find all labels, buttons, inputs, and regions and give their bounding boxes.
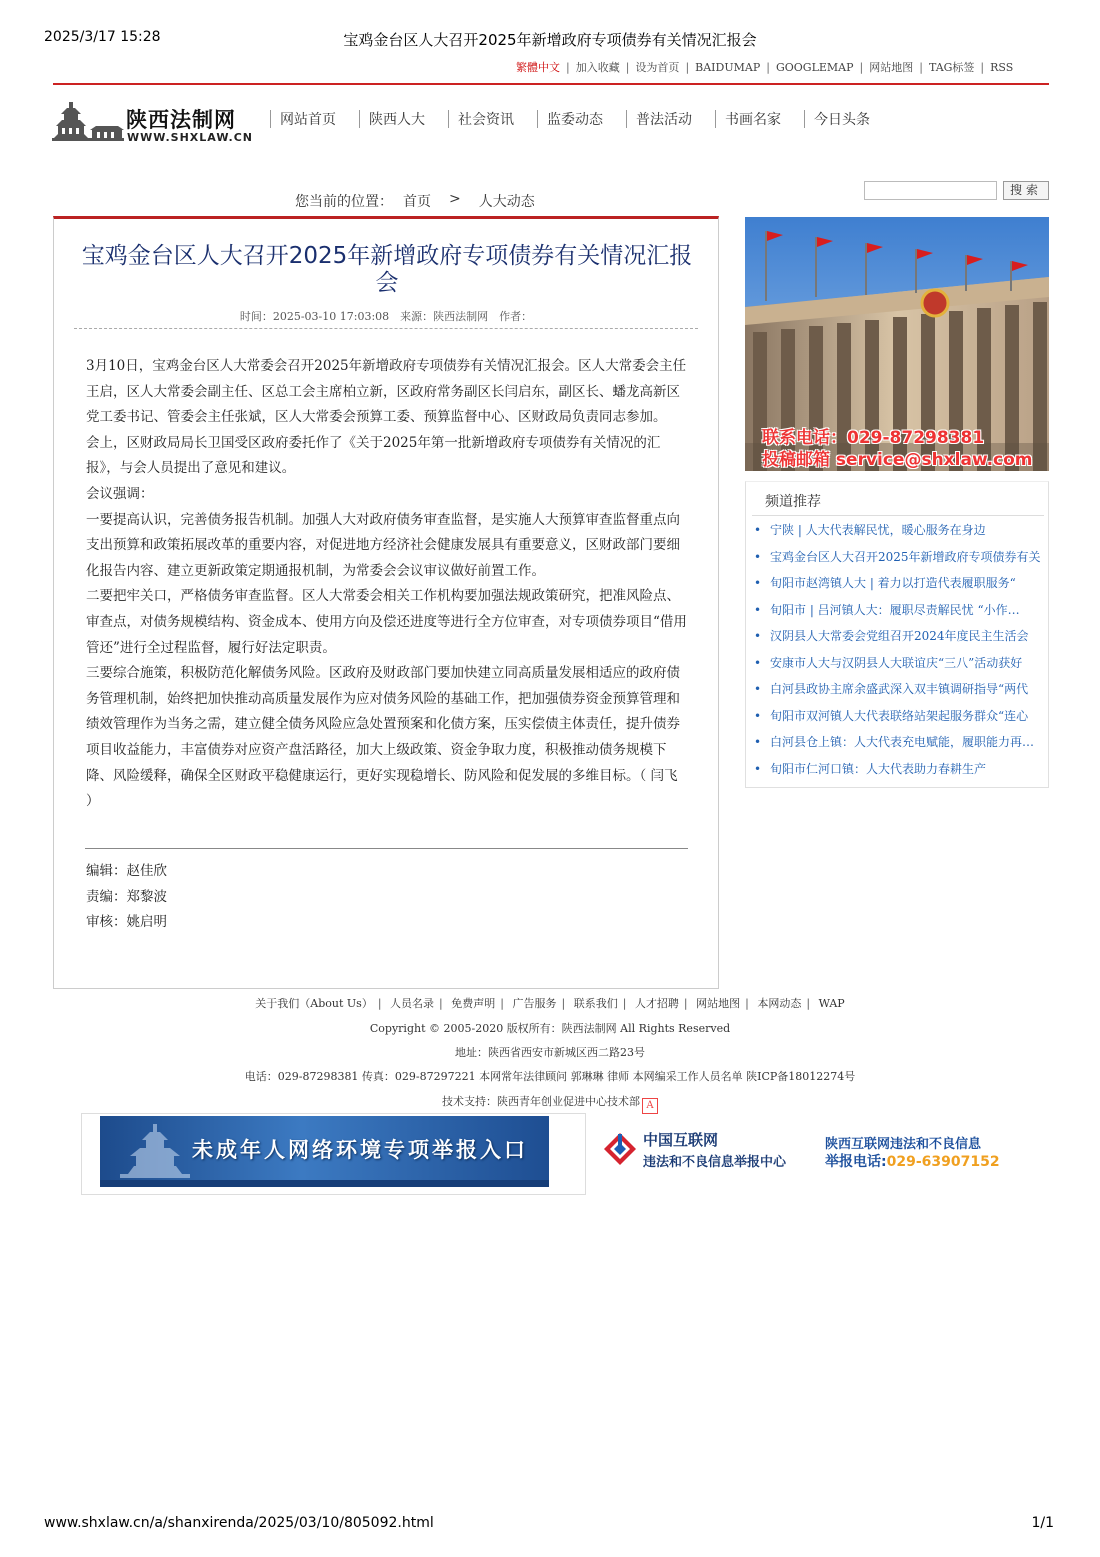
toplink-baidumap[interactable]: BAIDUMAP [695, 60, 761, 74]
article-paragraph: 会上，区财政局局长卫国受区政府委托作了《关于2025年第一批新增政府专项债券有关情况的汇报》，与会人员提出了意见和建议。 [86, 434, 661, 477]
nav-headlines[interactable]: 今日头条 [814, 112, 870, 128]
recommend-title: 频道推荐 [765, 494, 821, 510]
toplink-rss[interactable]: RSS [990, 60, 1014, 74]
recommend-list [754, 521, 1044, 786]
list-item[interactable]: • 汉阴县人大常委会党组召开2024年度民主生活会 [754, 629, 1029, 643]
list-item[interactable]: • 白河县政协主席余盛武深入双丰镇调研指导“两代 [754, 682, 1029, 696]
footer-link-disclaimer[interactable]: 免费声明 [451, 997, 496, 1010]
article-paragraph: 二要把牢关口，严格债务审查监督。区人大常委会相关工作机构要加强法规政策研究，把准风险点、审查点，对债务规模结构、资金成本、使用方向及偿还进度等进行全方位审查，对专项债券项目“借用管还”进行全过程监督，履行好法定职责。 [86, 588, 687, 656]
body-divider [85, 848, 688, 849]
toplink-homepage[interactable]: 设为首页 [635, 61, 680, 74]
footer-link-jobs[interactable]: 人才招聘 [634, 997, 679, 1010]
breadcrumb-home[interactable]: 首页 [403, 194, 431, 210]
toplink-googlemap[interactable]: GOOGLEMAP [775, 60, 854, 74]
breadcrumb-section[interactable]: 人大动态 [478, 194, 535, 210]
print-page-number: 1/1 [1031, 1515, 1054, 1531]
footer-link-wap[interactable]: WAP [818, 997, 845, 1010]
footer-support-text: 技术支持：陕西青年创业促进中心技术部 [442, 1095, 640, 1108]
article-paragraph: 3月10日，宝鸡金台区人大常委会召开2025年新增政府专项债券有关情况汇报会。区人大常委会主任王启，区人大常委会副主任、区总工会主席柏立新，区政府常务副区长闫启东，副区长、蟠龙高新区党工委书记、管委会主任张斌，区人大常委会预算工委、预算监督中心、区财政局负责同志参加。 [86, 358, 687, 426]
nav-law-activities[interactable]: 普法活动 [636, 112, 692, 128]
recommend-divider [752, 515, 1044, 516]
breadcrumb-label: 您当前的位置： [295, 194, 393, 210]
article-paragraph: 一要提高认识，完善债务报告机制。加强人大对政府债务审查监督，是实施人大预算审查监督重点向支出预算和政策拓展改革的重要内容，对促进地方经济社会健康发展具有重要意义，区财政部门要细化报告内容、建立更新政策定期通报机制，为常委会会议审议做好前置工作。 [86, 511, 680, 579]
shaanxi-report-phone-number: 029-63907152 [886, 1154, 1000, 1170]
footer-contact: 电话：029-87298381 传真：029-87297221 本网常年法律顾问 郭琳琳 律师 本网编采工作人员名单 陕ICP备18012274号 [244, 1070, 856, 1083]
footer-link-sitemap[interactable]: 网站地图 [696, 997, 741, 1010]
report-center-name[interactable]: 中国互联网 [643, 1131, 719, 1149]
search-input[interactable] [864, 181, 997, 200]
site-logo-url: WWW.SHXLAW.CN [127, 131, 254, 144]
search-button[interactable]: 搜索 [1003, 181, 1049, 200]
print-date: 2025/3/17 15:28 [44, 29, 161, 45]
site-logo-name[interactable]: 陕西法制网 [126, 108, 236, 132]
banner-text: 未成年人网络环境专项举报入口 [192, 1137, 528, 1162]
nav-painters[interactable]: 书画名家 [725, 112, 781, 128]
list-item[interactable]: • 旬阳市 | 吕河镇人大：履职尽责解民忧 “小作… [754, 602, 1020, 617]
photo-contact-phone: 联系电话：029-87298381 [762, 428, 985, 448]
list-item[interactable]: • 宁陕 | 人大代表解民忧，暖心服务在身边 [754, 523, 986, 537]
footer-copyright: Copyright © 2005-2020 版权所有：陕西法制网 All Rights Reserved [369, 1022, 731, 1035]
chevron-right-icon: > [449, 191, 461, 207]
nav-shaanxi-npc[interactable]: 陕西人大 [369, 112, 425, 128]
credit-editor: 编辑：赵佳欣 [86, 863, 167, 879]
list-item[interactable]: • 旬阳市仁河口镇：人大代表助力春耕生产 [754, 761, 987, 776]
report-center-subtitle: 违法和不良信息举报中心 [643, 1155, 787, 1170]
footer-link-about[interactable]: 关于我们（About Us） [255, 997, 373, 1010]
list-item[interactable]: • 旬阳市赵湾镇人大 | 着力以打造代表履职服务“ [754, 576, 1016, 590]
print-url: www.shxlaw.cn/a/shanxirenda/2025/03/10/805092.html [44, 1515, 434, 1531]
footer-link-ads[interactable]: 广告服务 [512, 997, 557, 1010]
list-item[interactable]: • 白河县仓上镇：人大代表充电赋能，履职能力再… [754, 735, 1035, 749]
footer-link-contact[interactable]: 联系我们 [573, 997, 618, 1010]
footer-link-news[interactable]: 本网动态 [757, 997, 802, 1010]
article-paragraph: 会议强调： [86, 485, 154, 502]
nav-supervision[interactable]: 监委动态 [547, 112, 603, 128]
top-links: 繁體中文 | 加入收藏 | 设为首页 | BAIDUMAP | GOOGLEMAP | 网站地图 | TAG标签 | RSS [510, 59, 1019, 75]
footer-support [0, 1093, 1100, 1114]
photo-contact-email: 投稿邮箱 service@shxlaw.com [762, 450, 1033, 470]
article-credits [86, 859, 167, 936]
channel-recommend [745, 481, 1049, 788]
list-item[interactable]: • 宝鸡金台区人大召开2025年新增政府专项债券有关 [754, 549, 1041, 564]
nav-home[interactable]: 网站首页 [280, 112, 336, 128]
article-meta: 时间：2025-03-10 17:03:08 来源：陕西法制网 作者： [239, 310, 533, 323]
article-box [53, 216, 719, 989]
list-item[interactable]: • 安康市人大与汉阴县人大联谊庆“三八”活动获好 [754, 655, 1023, 670]
credit-chief-editor: 责编：郑黎波 [86, 888, 167, 905]
toplink-traditional[interactable]: 繁體中文 [516, 61, 560, 74]
footer-links: 关于我们（About Us） | 人员名录 | 免费声明 | 广告服务 | 联系我们 | 人才招聘 | 网站地图 | 本网动态 | WAP [255, 997, 845, 1010]
breadcrumb [295, 191, 535, 211]
footer-link-staff[interactable]: 人员名录 [390, 997, 435, 1010]
report-center-logo-icon[interactable] [603, 1132, 637, 1166]
minor-report-banner[interactable] [100, 1116, 549, 1187]
tech-support-icon[interactable]: A [642, 1098, 658, 1114]
shaanxi-report-phone [825, 1151, 1000, 1171]
toplink-tags[interactable]: TAG标签 [928, 61, 975, 74]
footer-address: 地址：陕西省西安市新城区西二路23号 [455, 1046, 645, 1059]
list-item[interactable]: • 旬阳市双河镇人大代表联络站架起服务群众“连心 [754, 708, 1029, 723]
article-body [86, 354, 688, 815]
article-paragraph: 三要综合施策，积极防范化解债务风险。区政府及财政部门要加快建立同高质量发展相适应的政府债务管理机制，始终把加快推动高质量发展作为应对债务风险的基础工作，把加强债券资金预算管理和绩效管理作为当务之需，建立健全债务风险应急处置预案和化债方案，压实偿债主体责任，提升债券项目收益能力，丰富债券对应资产盘活路径，加大上级政策、资金争取力度，积极推动债务规模下降、风险缓释，确保全区财政平稳健康运行，更好实现稳增长、防风险和促发展的多维目标。（ 闫飞 ） [86, 665, 680, 810]
shaanxi-report-phone-label: 举报电话: [825, 1154, 887, 1170]
main-nav [270, 109, 893, 129]
toplink-sitemap[interactable]: 网站地图 [869, 61, 914, 74]
print-title: 宝鸡金台区人大召开2025年新增政府专项债券有关情况汇报会 [343, 31, 757, 49]
shaanxi-report-name[interactable]: 陕西互联网违法和不良信息 [825, 1137, 982, 1152]
credit-reviewer: 审核：姚启明 [86, 914, 167, 931]
article-title: 宝鸡金台区人大召开2025年新增政府专项债券有关情况汇报会 [81, 243, 693, 296]
top-divider [53, 83, 1049, 85]
toplink-favorite[interactable]: 加入收藏 [575, 61, 620, 74]
meta-divider [74, 328, 698, 329]
nav-social-news[interactable]: 社会资讯 [458, 112, 514, 128]
